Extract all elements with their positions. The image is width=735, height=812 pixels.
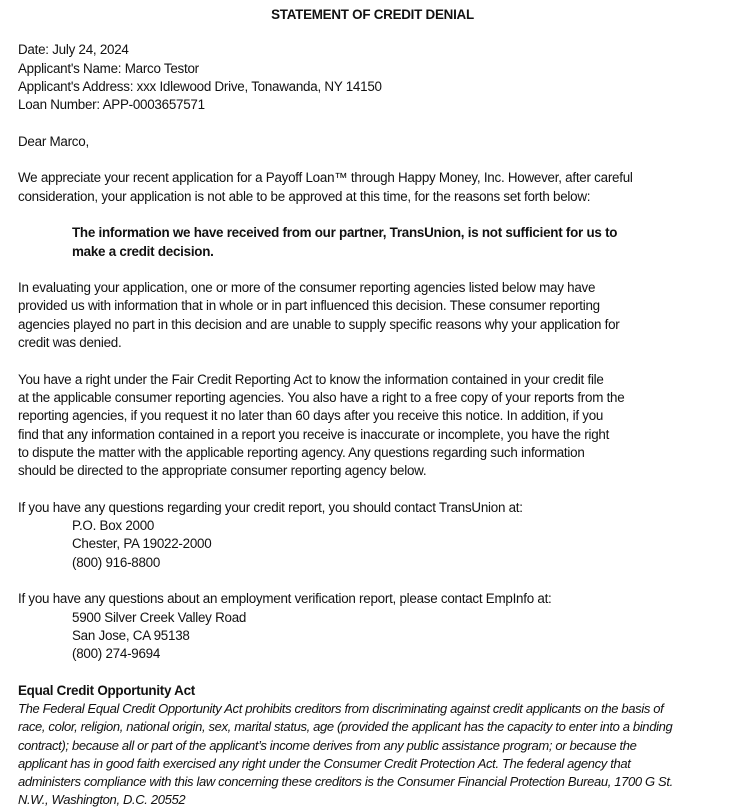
rights-paragraph <box>18 371 721 481</box>
paragraph-line: You have a right under the Fair Credit Reporting Act to know the information contained in your credit file <box>18 371 604 387</box>
ecoa-section <box>18 682 721 810</box>
loan-number-line: Loan Number: APP-0003657571 <box>18 97 205 113</box>
paragraph-line: at the applicable consumer reporting agencies. You also have a right to a free copy of your reports from the <box>18 389 625 405</box>
paragraph-line: credit was denied. <box>18 335 122 351</box>
paragraph-line: provided us with information that in whole or in part influenced this decision. These consumer reporting <box>18 298 600 314</box>
ecoa-line: applicant has in good faith exercised any right under the Consumer Credit Protection Act. The federal agency that <box>18 755 631 771</box>
reason-line: The information we have received from our partner, TransUnion, is not sufficient for us to <box>72 225 618 241</box>
empinfo-address-line1: 5900 Silver Creek Valley Road <box>72 609 247 625</box>
transunion-address-line2: Chester, PA 19022-2000 <box>72 536 212 552</box>
paragraph-line: consideration, your application is not able to be approved at this time, for the reasons set forth below: <box>18 188 591 204</box>
paragraph-line: find that any information contained in a report you receive is inaccurate or incomplete, you have the right <box>18 426 610 442</box>
ecoa-heading: Equal Credit Opportunity Act <box>18 682 195 698</box>
paragraph-line: reporting agencies, if you request it no later than 60 days after you receive this notice. In addition, if you <box>18 408 604 424</box>
intro-paragraph <box>18 169 721 206</box>
ecoa-line: contract); because all or part of the applicant’s income derives from any public assistance program; or because the <box>18 737 637 753</box>
evaluation-paragraph <box>18 279 721 352</box>
denial-reason <box>18 224 721 261</box>
paragraph-line: to dispute the matter with the applicable reporting agency. Any questions regarding such information <box>18 444 585 460</box>
transunion-phone: (800) 916-8800 <box>72 554 161 570</box>
applicant-address-line: Applicant's Address: xxx Idlewood Drive, Tonawanda, NY 14150 <box>18 78 382 94</box>
empinfo-intro: If you have any questions about an employment verification report, please contact EmpInfo at: <box>18 591 552 607</box>
ecoa-line: N.W., Washington, D.C. 20552 <box>18 792 186 808</box>
date-line: Date: July 24, 2024 <box>18 42 129 58</box>
paragraph-line: should be directed to the appropriate consumer reporting agency below. <box>18 463 427 479</box>
empinfo-address-line2: San Jose, CA 95138 <box>72 627 190 643</box>
empinfo-contact <box>18 590 721 663</box>
salutation: Dear Marco, <box>18 133 89 149</box>
ecoa-line: race, color, religion, national origin, sex, marital status, age (provided the applicant has the capacity to enter into a binding <box>18 719 673 735</box>
paragraph-line: agencies played no part in this decision and are unable to supply specific reasons why your application for <box>18 316 620 332</box>
document-title: STATEMENT OF CREDIT DENIAL <box>271 7 474 22</box>
transunion-contact <box>18 499 721 572</box>
ecoa-body <box>18 700 721 810</box>
empinfo-phone: (800) 274-9694 <box>72 646 161 662</box>
paragraph-line: We appreciate your recent application for a Payoff Loan™ through Happy Money, Inc. However, after careful <box>18 170 633 186</box>
transunion-intro: If you have any questions regarding your credit report, you should contact TransUnion at: <box>18 499 523 515</box>
applicant-name-line: Applicant's Name: Marco Testor <box>18 60 199 76</box>
reason-line: make a credit decision. <box>72 243 214 259</box>
ecoa-line: The Federal Equal Credit Opportunity Act prohibits creditors from discriminating against credit applicants on the basis of <box>18 700 664 716</box>
applicant-header <box>18 41 721 114</box>
ecoa-line: administers compliance with this law concerning these creditors is the Consumer Financial Protection Bureau, 1700 G St. <box>18 774 673 790</box>
transunion-address-line1: P.O. Box 2000 <box>72 518 155 534</box>
paragraph-line: In evaluating your application, one or more of the consumer reporting agencies listed below may have <box>18 280 596 296</box>
